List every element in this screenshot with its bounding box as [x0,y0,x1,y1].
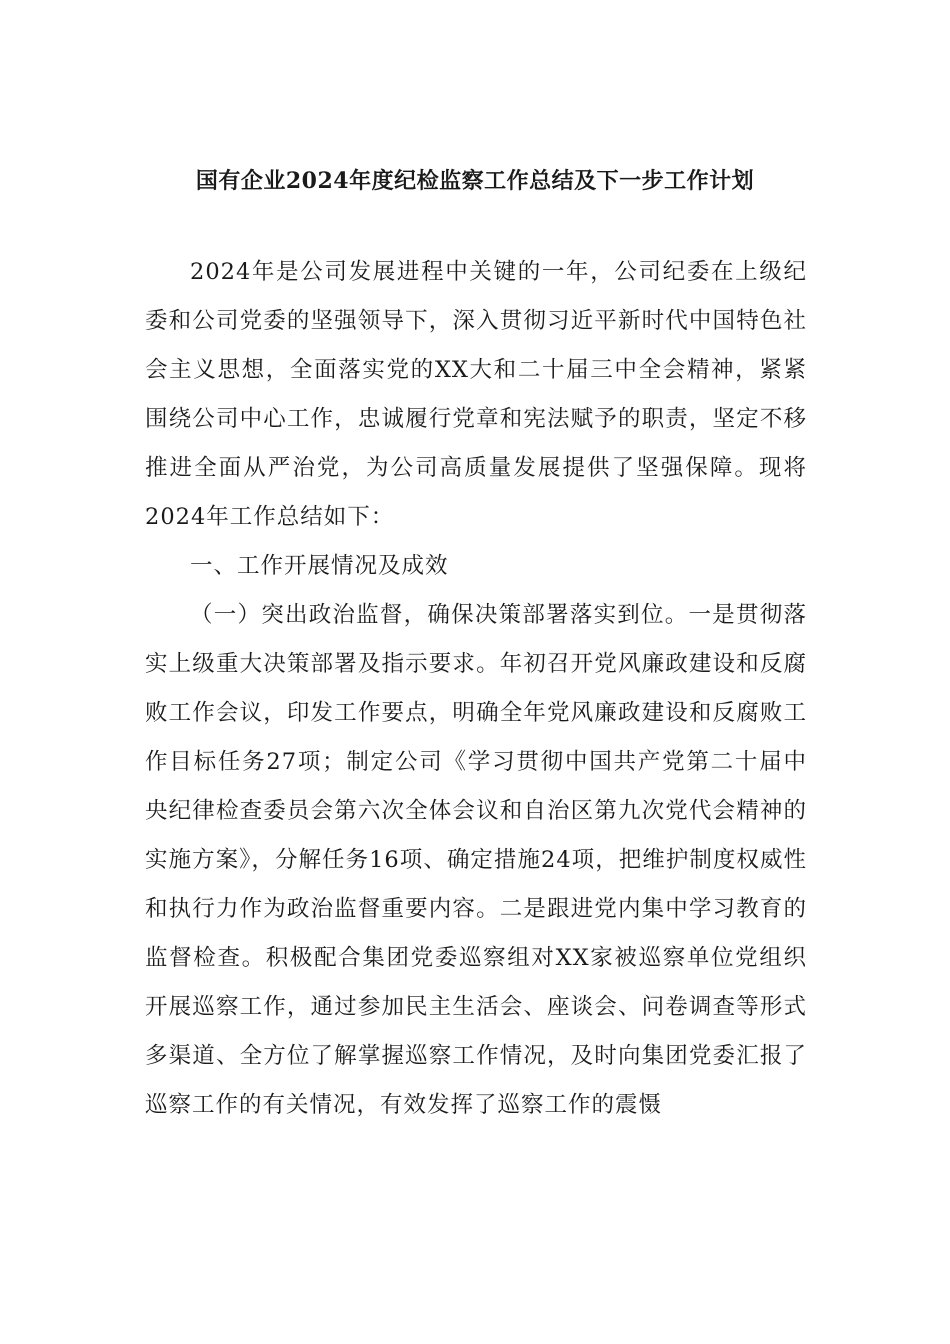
document-body [145,248,807,1130]
intro-paragraph: 2024年是公司发展进程中关键的一年，公司纪委在上级纪委和公司党委的坚强领导下，深入贯彻习近平新时代中国特色社会主义思想，全面落实党的XX大和二十届三中全会精神，紧紧围绕公司中心工作，忠诚履行党章和宪法赋予的职责，坚定不移推进全面从严治党，为公司高质量发展提供了坚强保障。现将2024年工作总结如下： [145,259,807,530]
document-title: 国有企业2024年度纪检监察工作总结及下一步工作计划 [195,168,755,194]
section-heading: 一、工作开展情况及成效 [190,553,449,579]
subsection-paragraph: （一）突出政治监督，确保决策部署落实到位。一是贯彻落实上级重大决策部署及指示要求。年初召开党风廉政建设和反腐败工作会议，印发工作要点，明确全年党风廉政建设和反腐败工作目标任务27项；制定公司《学习贯彻中国共产党第二十届中央纪律检查委员会第六次全体会议和自治区第九次党代会精神的实施方案》，分解任务16项、确定措施24项，把维护制度权威性和执行力作为政治监督重要内容。二是跟进党内集中学习教育的监督检查。积极配合集团党委巡察组对XX家被巡察单位党组织开展巡察工作，通过参加民主生活会、座谈会、问卷调查等形式多渠道、全方位了解掌握巡察工作情况，及时向集团党委汇报了巡察工作的有关情况，有效发挥了巡察工作的震慑 [145,602,807,1118]
